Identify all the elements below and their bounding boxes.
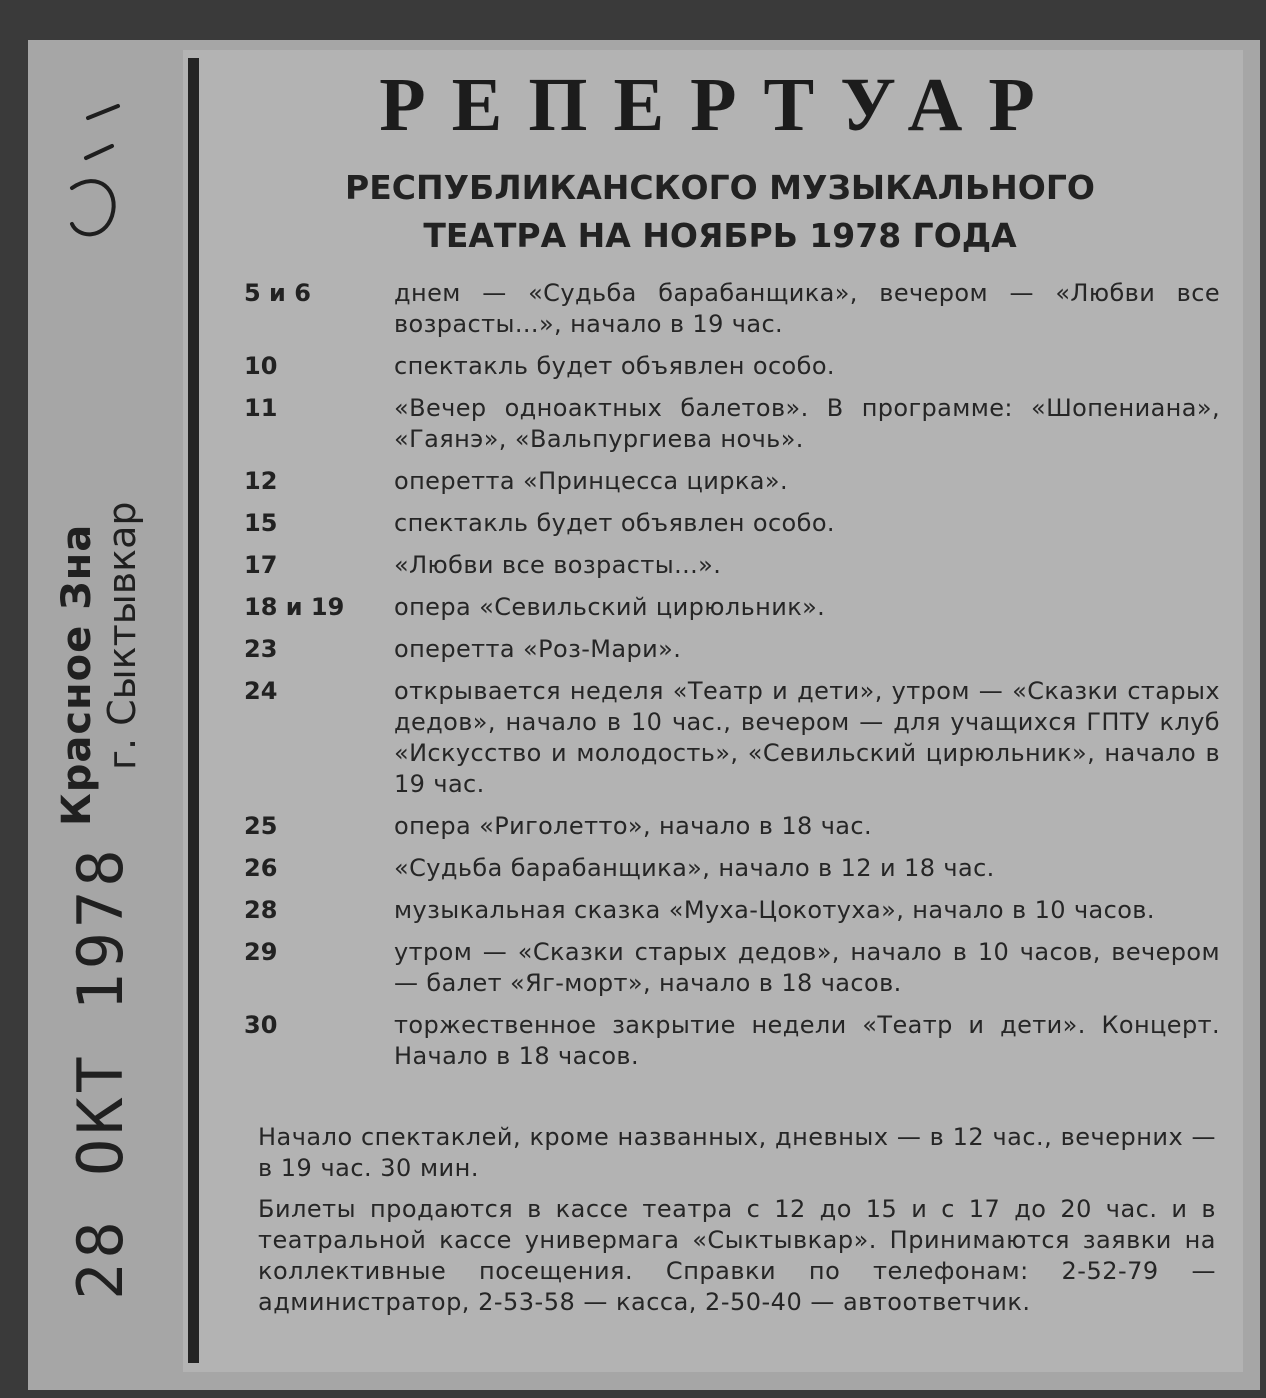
entry-day: 18 и 19	[244, 593, 345, 621]
stamp-date: 28 ОКТ 1978	[64, 845, 137, 1300]
entry-text: спектакль будет объявлен особо.	[394, 352, 835, 380]
entry-text: спектакль будет объявлен особо.	[394, 509, 835, 537]
stamp-city: г. Сыктывкар	[100, 501, 144, 770]
handwritten-mark	[58, 98, 138, 268]
entry-text: опера «Риголетто», начало в 18 час.	[394, 812, 873, 840]
list-item	[230, 676, 1220, 800]
page-title: РЕПЕРТУАР	[379, 63, 1061, 147]
stamp-newspaper: Красное Зна	[54, 523, 100, 826]
entry-text: «Любви все возрасты...».	[394, 551, 722, 579]
entry-day: 12	[244, 467, 278, 495]
list-item	[230, 508, 1220, 539]
footer-notes	[258, 1122, 1216, 1328]
entry-day: 28	[244, 896, 278, 924]
list-item	[230, 811, 1220, 842]
list-item	[230, 278, 1220, 340]
note-start-times: Начало спектаклей, кроме названных, дневных — в 12 час., вечерних — в 19 час. 30 мин.	[258, 1123, 1216, 1182]
entry-text: оперетта «Роз-Мари».	[394, 635, 682, 663]
entry-text: опера «Севильский цирюльник».	[394, 593, 826, 621]
entry-day: 11	[244, 394, 278, 422]
entry-text: торжественное закрытие недели «Театр и дети». Концерт. Начало в 18 часов.	[394, 1011, 1220, 1070]
entry-day: 30	[244, 1011, 278, 1039]
entry-text: днем — «Судьба барабанщика», вечером — «Любви все возрасты...», начало в 19 час.	[394, 279, 1220, 338]
entry-day: 15	[244, 509, 278, 537]
list-item	[230, 466, 1220, 497]
entry-text: музыкальная сказка «Муха-Цокотуха», начало в 10 часов.	[394, 896, 1155, 924]
entry-text: оперетта «Принцесса цирка».	[394, 467, 789, 495]
list-item	[230, 393, 1220, 455]
entry-day: 10	[244, 352, 278, 380]
list-item	[230, 1010, 1220, 1072]
entry-text: «Вечер одноактных балетов». В программе: «Шопениана», «Гаянэ», «Вальпургиева ночь».	[394, 394, 1220, 453]
entry-text: утром — «Сказки старых дедов», начало в 10 часов, вечером — балет «Яг-морт», начало в 18 часов.	[394, 938, 1220, 997]
list-item	[230, 895, 1220, 926]
vertical-rule	[188, 58, 199, 1363]
entry-day: 25	[244, 812, 278, 840]
subtitle-line-2: ТЕАТРА НА НОЯБРЬ 1978 ГОДА	[423, 216, 1017, 255]
list-item	[230, 550, 1220, 581]
note-tickets: Билеты продаются в кассе театра с 12 до 15 и с 17 до 20 час. и в театральной кассе универмага «Сыктывкар». Принимаются заявки на коллективные посещения. Справки по телефонам: 2-52-79 — администратор, 2-53-58 — касса, 2-50-40 — автоответчик.	[258, 1195, 1216, 1316]
entry-text: «Судьба барабанщика», начало в 12 и 18 час.	[394, 854, 995, 882]
list-item	[230, 351, 1220, 382]
entry-text: открывается неделя «Театр и дети», утром — «Сказки старых дедов», начало в 10 час., вечером — для учащихся ГПТУ клуб «Искусство и молодость», «Севильский цирюльник», начало в 19 час.	[394, 677, 1220, 798]
entry-day: 17	[244, 551, 278, 579]
subtitle	[210, 164, 1230, 260]
entry-day: 29	[244, 938, 278, 966]
list-item	[230, 937, 1220, 999]
entry-day: 24	[244, 677, 278, 705]
list-item	[230, 592, 1220, 623]
entry-day: 23	[244, 635, 278, 663]
entry-day: 5 и 6	[244, 279, 311, 307]
repertoire-list	[230, 278, 1220, 1083]
list-item	[230, 634, 1220, 665]
entry-day: 26	[244, 854, 278, 882]
list-item	[230, 853, 1220, 884]
subtitle-line-1: РЕСПУБЛИКАНСКОГО МУЗЫКАЛЬНОГО	[345, 168, 1095, 207]
